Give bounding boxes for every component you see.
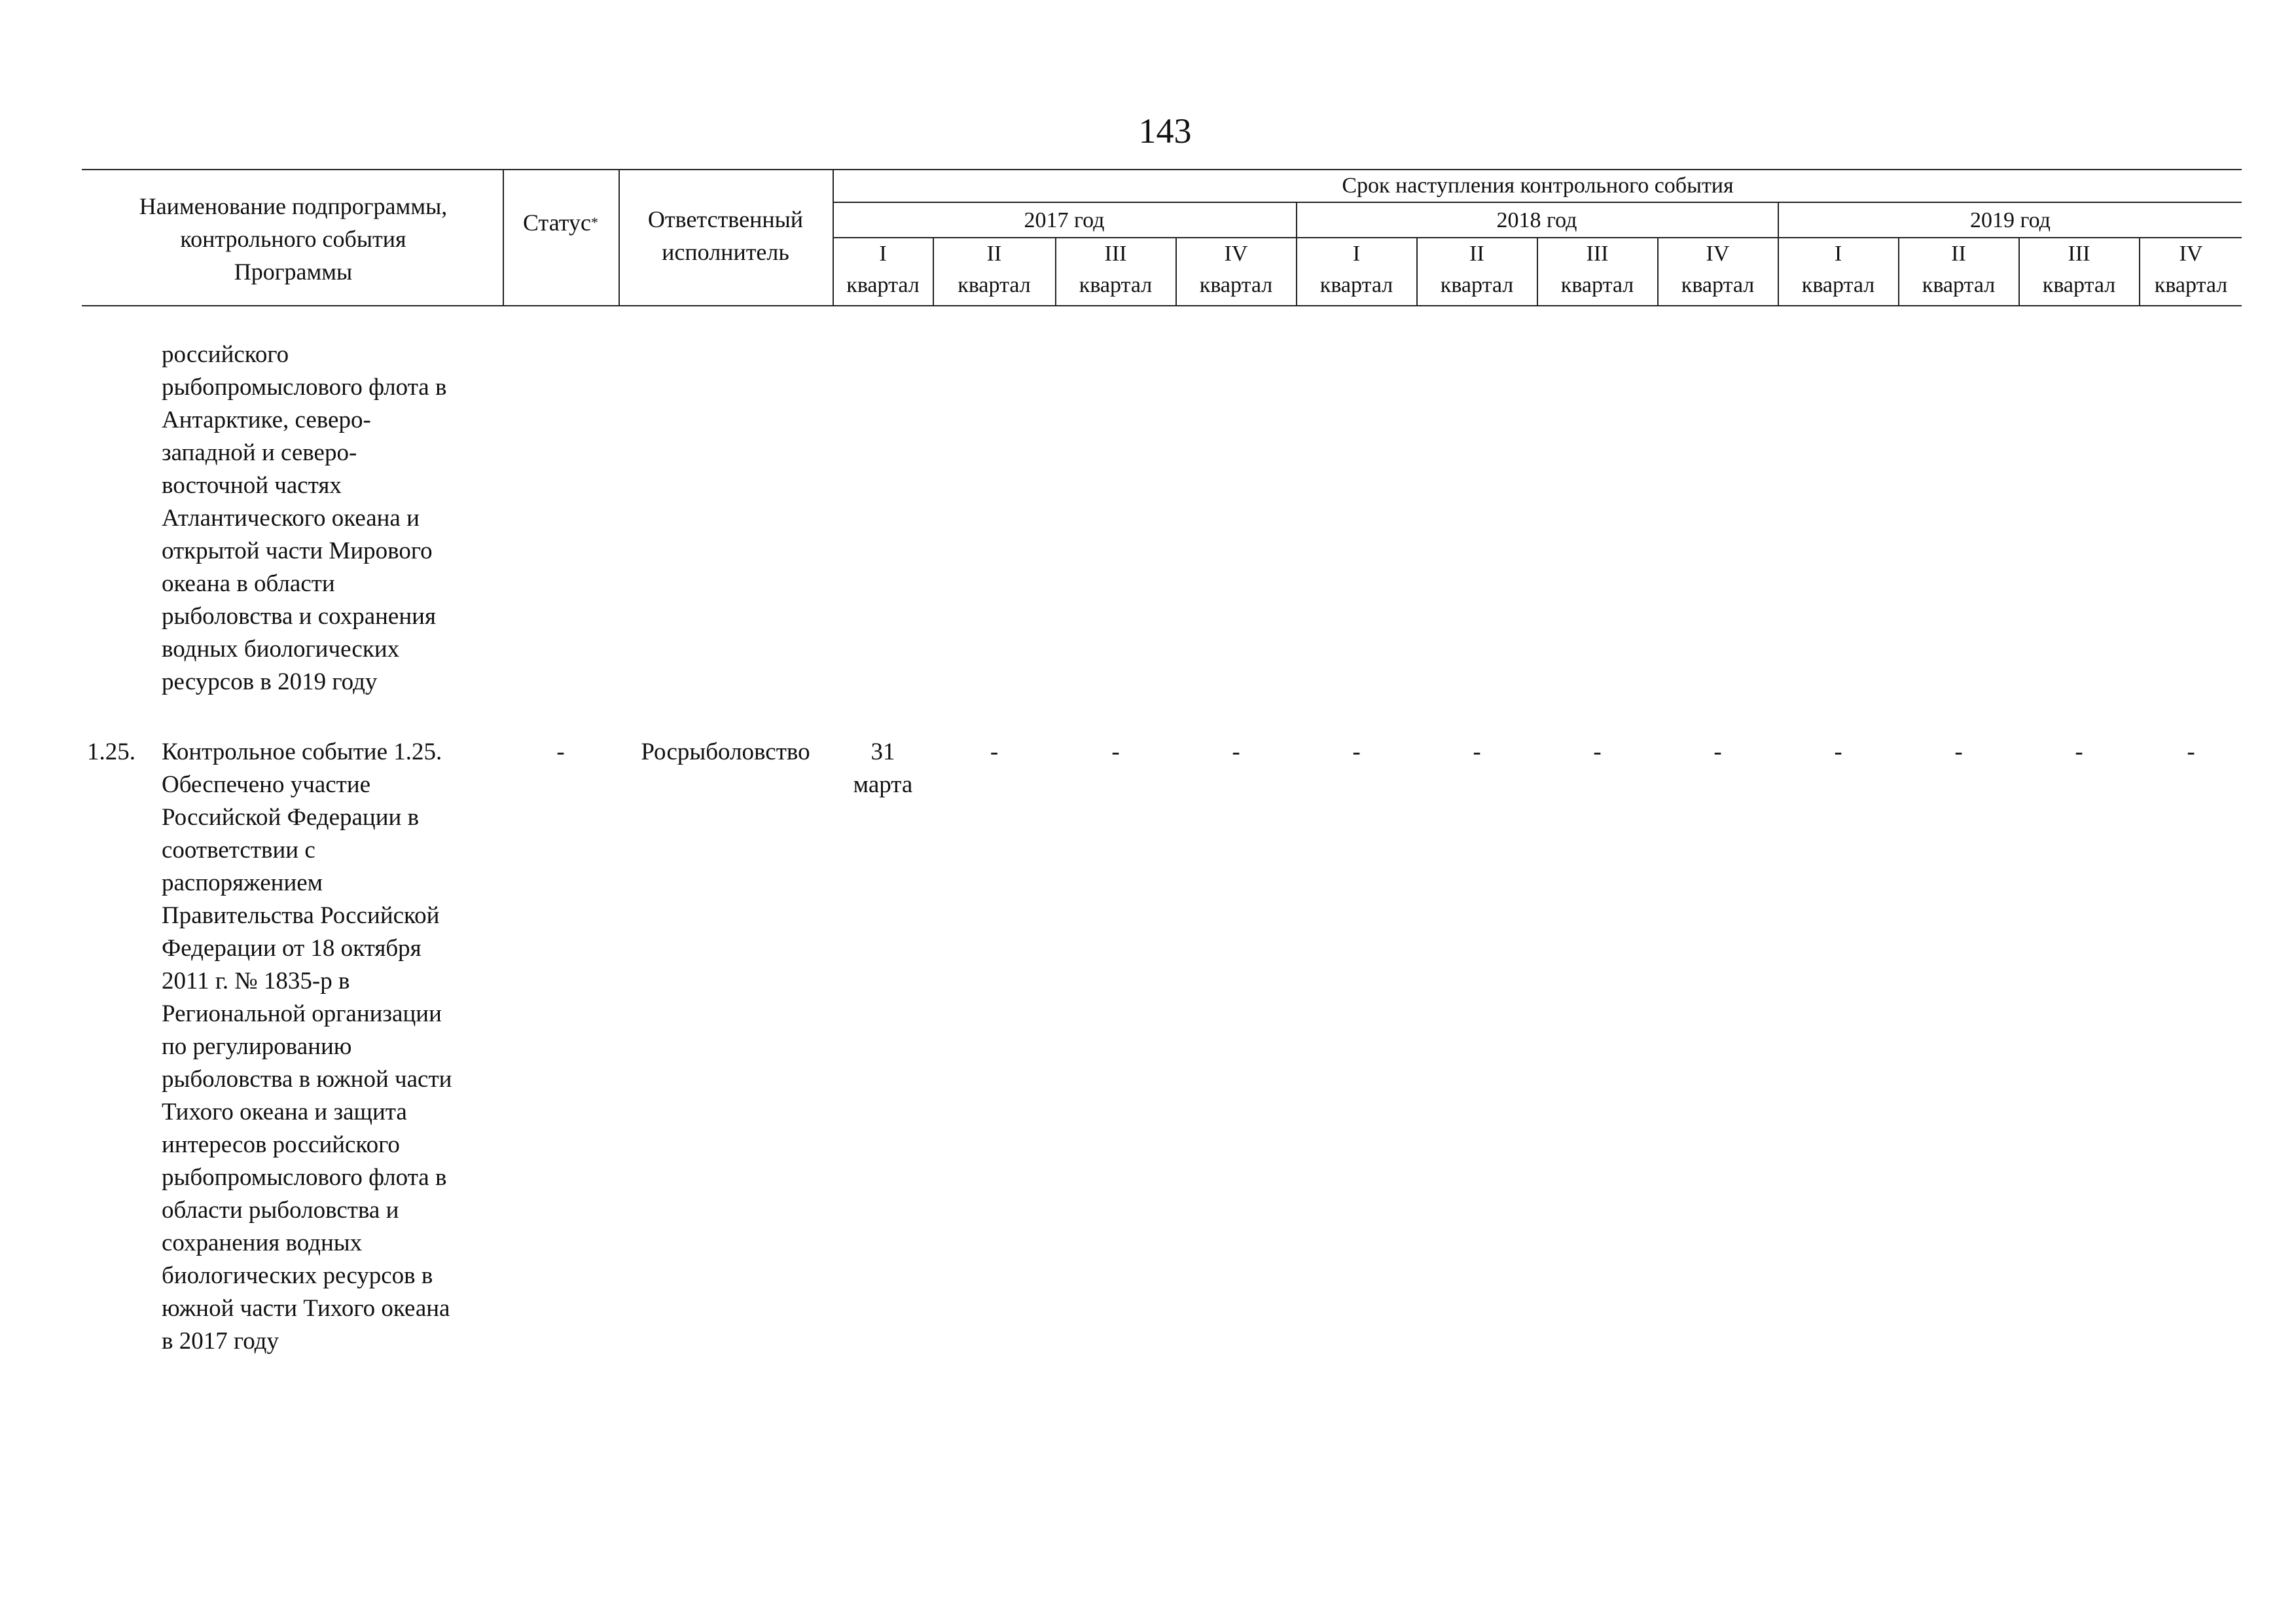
quarter-word: квартал: [1560, 273, 1634, 297]
row-2-2019-q1: -: [1834, 739, 1842, 765]
quarter-numeral: I: [879, 242, 887, 266]
quarter-header-2018-q1: [1297, 238, 1416, 301]
page-number: 143: [1138, 111, 1192, 151]
quarter-header-2017-q1: [834, 238, 932, 301]
row-2-2019-q4: -: [2187, 739, 2195, 765]
quarter-word: квартал: [2042, 273, 2116, 297]
quarter-word: квартал: [1801, 273, 1875, 297]
quarter-numeral: IV: [1706, 242, 1730, 266]
row-2-status: -: [556, 739, 565, 765]
year-2017: 2017 год: [1024, 208, 1105, 232]
row-2-2017-q3: -: [1111, 739, 1120, 765]
quarter-header-2017-q3: [1056, 238, 1175, 301]
quarter-numeral: I: [1352, 242, 1361, 266]
quarter-numeral: I: [1834, 242, 1842, 266]
quarter-header-2018-q3: [1538, 238, 1657, 301]
quarter-numeral: IV: [2179, 242, 2203, 266]
quarter-numeral: IV: [1224, 242, 1248, 266]
row-2-2017-q2: -: [990, 739, 999, 765]
quarter-numeral: III: [1586, 242, 1609, 266]
quarter-word: квартал: [1681, 273, 1755, 297]
quarter-numeral: III: [1104, 242, 1127, 266]
quarter-word: квартал: [1440, 273, 1514, 297]
header-responsible-label: Ответственный исполнитель: [647, 206, 804, 265]
quarter-header-2018-q4: [1659, 238, 1777, 301]
quarter-numeral: II: [1951, 242, 1966, 266]
quarter-word: квартал: [1319, 273, 1393, 297]
deadline-group-rule: [833, 202, 2242, 203]
row-2-number: 1.25.: [87, 739, 135, 765]
deadline-group-label: Срок наступления контрольного события: [1342, 173, 1734, 198]
quarter-word: квартал: [846, 273, 920, 297]
quarter-word: квартал: [2154, 273, 2228, 297]
header-deadline-group: [834, 172, 2242, 200]
row-2-2019-q2: -: [1954, 739, 1963, 765]
quarter-numeral: II: [986, 242, 1002, 266]
row-2-2018-q2: -: [1473, 739, 1481, 765]
row-2-2018-q1: -: [1352, 739, 1361, 765]
quarter-header-2019-q3: [2020, 238, 2138, 301]
quarter-header-2019-q2: [1899, 238, 2018, 301]
header-responsible-column: [620, 200, 831, 272]
year-2019: 2019 год: [1970, 208, 2051, 232]
header-name-label: Наименование подпрограммы, контрольного события Программы: [139, 193, 448, 285]
row-2-2017-q1: 31 марта: [853, 739, 913, 798]
quarter-numeral: III: [2068, 242, 2090, 266]
year-2018: 2018 год: [1496, 208, 1577, 232]
header-status-label: Статус: [523, 210, 591, 236]
header-name-column: [85, 177, 501, 301]
quarter-word: квартал: [958, 273, 1031, 297]
table-header-bottom-border: [82, 305, 2242, 306]
quarter-word: квартал: [1922, 273, 1996, 297]
quarter-numeral: II: [1469, 242, 1484, 266]
row-2-2019-q3: -: [2075, 739, 2083, 765]
quarter-header-2019-q1: [1779, 238, 1897, 301]
quarter-word: квартал: [1079, 273, 1153, 297]
quarter-word: квартал: [1199, 273, 1273, 297]
row-2-2018-q3: -: [1593, 739, 1602, 765]
quarter-header-2019-q4: [2140, 238, 2242, 301]
quarter-header-2017-q4: [1177, 238, 1295, 301]
row-2-name: Контрольное событие 1.25. Обеспечено участие Российской Федерации в соответствии с распоряжением Правительства Российской Федерации от 18 октября 2011 г. № 1835-р в Региональной организации по регулированию рыболовства в южной части Тихого океана и защита интересов российского рыбопромыслового флота в области рыболовства и сохранения водных биологических ресурсов в южной части Тихого океана в 2017 году: [162, 739, 452, 1355]
quarter-header-2018-q2: [1418, 238, 1536, 301]
quarter-header-2017-q2: [934, 238, 1054, 301]
row-2-2017-q4: -: [1232, 739, 1240, 765]
table-top-border: [82, 169, 2242, 170]
row-2-responsible: Росрыболовство: [641, 739, 810, 765]
row-2-2018-q4: -: [1713, 739, 1722, 765]
header-status-column: Статус *: [504, 196, 617, 249]
row-1-name: российского рыбопромыслового флота в Антарктике, северо- западной и северо- восточной частях Атлантического океана и открытой части Мирового океана в области рыболовства и сохранения водных биологических ресурсов в 2019 году: [162, 341, 447, 695]
